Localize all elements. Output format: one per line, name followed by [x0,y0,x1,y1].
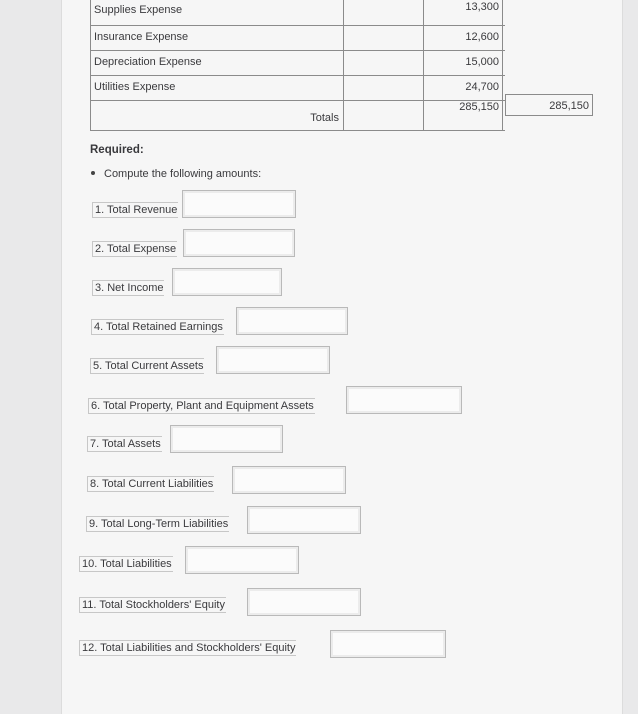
question-label: 2. Total Expense [92,241,177,257]
question-label: 1. Total Revenue [92,202,178,218]
question-1 [92,202,178,218]
net-income-input[interactable] [172,268,282,296]
total-long-term-liabilities-input[interactable] [247,506,361,534]
question-5 [90,358,204,374]
total-stockholders-equity-input[interactable] [247,588,361,616]
question-9 [86,516,229,532]
question-label: 3. Net Income [92,280,164,296]
row-empty-cell [343,50,423,75]
row-amount: 13,300 [423,0,503,25]
question-4 [91,319,224,335]
question-label: 6. Total Property, Plant and Equipment Assets [88,398,315,414]
question-label: 4. Total Retained Earnings [91,319,224,335]
totals-amount: 285,150 [423,100,503,130]
bullet-icon [91,171,95,175]
question-10 [79,556,173,572]
totals-label: Totals [310,112,339,124]
row-amount: 15,000 [423,50,503,75]
question-12 [79,640,296,656]
row-empty-cell [343,25,423,50]
question-3 [92,280,164,296]
total-liabilities-input[interactable] [185,546,299,574]
question-11 [79,597,226,613]
totals-label-cell [90,100,343,130]
row-empty-cell [343,75,423,100]
question-label: 12. Total Liabilities and Stockholders' Equity [79,640,296,656]
instruction-line [91,168,261,180]
question-label: 11. Total Stockholders' Equity [79,597,226,613]
row-empty-cell [343,0,423,25]
row-amount: 24,700 [423,75,503,100]
totals-row [90,100,505,131]
total-retained-earnings-input[interactable] [236,307,348,335]
question-label: 9. Total Long-Term Liabilities [86,516,229,532]
total-ppe-assets-input[interactable] [346,386,462,414]
required-heading: Required: [90,144,144,156]
total-revenue-input[interactable] [182,190,296,218]
instruction-text: Compute the following amounts: [104,168,262,180]
question-label: 8. Total Current Liabilities [87,476,214,492]
total-current-assets-input[interactable] [216,346,330,374]
question-label: 5. Total Current Assets [90,358,204,374]
total-current-liabilities-input[interactable] [232,466,346,494]
table-row [90,75,505,101]
row-amount: 12,600 [423,25,503,50]
totals-spacer [343,100,344,130]
question-2 [92,241,177,257]
question-6 [88,398,315,414]
total-liabilities-and-equity-input[interactable] [330,630,446,658]
table-row [90,50,505,76]
total-assets-input[interactable] [170,425,283,453]
totals-amount-2: 285,150 [505,94,593,116]
row-label: Supplies Expense [90,0,343,25]
question-7 [87,436,162,452]
question-8 [87,476,214,492]
row-label: Depreciation Expense [90,50,343,75]
table-row [90,25,505,51]
total-expense-input[interactable] [183,229,295,257]
table-row [90,0,505,26]
row-label: Insurance Expense [90,25,343,50]
question-label: 7. Total Assets [87,436,162,452]
row-label: Utilities Expense [90,75,343,100]
question-label: 10. Total Liabilities [79,556,173,572]
